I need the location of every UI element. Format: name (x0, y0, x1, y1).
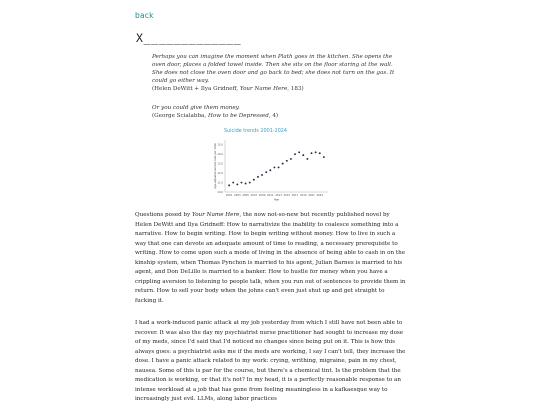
epigraph-quote (152, 54, 397, 94)
data-point (232, 182, 234, 184)
data-point (290, 158, 292, 160)
data-point (261, 174, 263, 176)
data-point (245, 183, 247, 185)
y-tick-label: 14.0 (217, 152, 223, 156)
chart-plot (208, 126, 332, 206)
data-point (311, 152, 313, 154)
citation-page: , 183) (287, 85, 304, 92)
data-point (302, 154, 304, 156)
y-tick-label: 10.0 (217, 190, 223, 194)
data-point (265, 171, 267, 173)
citation-page: , 4) (268, 112, 279, 119)
novel-title: Your Name Here (192, 212, 240, 218)
x-tick-label: 2021 (308, 194, 315, 197)
y-tick-label: 15.0 (217, 143, 223, 147)
citation-book-title: How to be Depressed (207, 112, 269, 119)
quote-citation (152, 113, 397, 121)
x-tick-label: 2019 (299, 194, 307, 197)
x-tick-label: 2011 (267, 194, 274, 197)
suicide-trends-chart (208, 126, 332, 206)
x-tick-label: 2009 (258, 194, 266, 197)
back-link[interactable]: back (135, 11, 154, 20)
x-tick-label: 2023 (316, 194, 324, 197)
y-axis-label: Age-adjusted suicide rate per 100k (214, 143, 217, 189)
epigraph-quote (152, 105, 397, 121)
data-point (282, 163, 284, 165)
data-point (257, 176, 259, 178)
x-tick-label: 2015 (283, 194, 291, 197)
body-paragraph (135, 211, 407, 306)
y-tick-label: 13.0 (217, 162, 223, 166)
x-tick-label: 2005 (242, 194, 249, 197)
citation-author: (Helen DeWitt + Ilya Gridneff, (152, 85, 240, 92)
chart-title: Suicide trends 2001-2024 (223, 128, 288, 134)
citation-author: (George Scialabba, (152, 112, 208, 119)
x-tick-label: 2001 (225, 194, 233, 197)
data-point (319, 152, 321, 154)
data-point (273, 166, 275, 168)
data-point (306, 158, 308, 160)
x-tick-label: 2017 (291, 194, 299, 197)
data-point (249, 182, 251, 184)
data-point (236, 183, 238, 185)
quote-text: Or you could give them money. (152, 105, 240, 111)
x-tick-label: 2007 (250, 194, 258, 197)
x-axis-label: Year (273, 198, 280, 202)
x-tick-label: 2003 (234, 194, 241, 197)
data-point (228, 184, 230, 186)
data-point (278, 166, 280, 168)
data-point (315, 151, 317, 153)
paragraph-text: , the now not-so-new but recently published novel by Helen DeWitt and Ilya Gridneff: How to narrativize the inability to coalesce something into a narrative. How to begin writing. How to begin writing without money. How to live in such a way that one can devote an adequate amount of time to reading, a necessary prerequisite to writing. How to come upon such a mode of living in the absence of being able to cash in on the kinship system, when Thomas Pynchon is married to his agent, Julian Barnes is married to his agent, and Don DeLillo is married to a banker. How to hustle for money when you have a crippling aversion to listening to people talk, when you run out of sentences to provide them in return. How to sell your body when the johns can't even just shut up and get straight to fucking it. (135, 212, 406, 304)
quote-citation (152, 86, 397, 94)
paragraph-text: Questions posed by (135, 212, 193, 218)
y-tick-label: 11.0 (217, 181, 223, 185)
data-point (286, 160, 288, 162)
data-point (269, 169, 271, 171)
quote-text: Perhaps you can imagine the moment when Plath goes in the kitchen. She opens the oven door, places a folded towel inside. Then she sits on the floor staring at the wall. She does not close the oven door and go back to bed; she does not turn on the gas. It could go either way. (152, 54, 395, 84)
data-point (294, 153, 296, 155)
y-tick-label: 12.0 (217, 171, 223, 175)
data-point (241, 182, 243, 184)
x-tick-label: 2013 (275, 194, 282, 197)
data-point (323, 156, 325, 158)
data-point (253, 179, 255, 181)
data-point (298, 151, 300, 153)
post-title: X_____________ (136, 31, 242, 45)
citation-book-title: Your Name Here (239, 85, 288, 92)
body-paragraph: I had a work-induced panic attack at my job yesterday from which I still have not been able to recover. It was also the day my psychiatrist nurse practitioner had sought to increase my dose of my meds, since I'd said that I'd noticed no changes since being put on it. This is how this always goes: a psychiatrist asks me if the meds are working, I say I can't tell, they increase the dose. I have a panic attack related to my work: crying, writhing, migraine, pain in my chest, nausea. Some of this is par for the course, but there's a chemical tint. Is the problem that the medication is working, or that it's not? In my head, it is a perfectly reasonable response to an intense workload at a job that has gone from feeling meaningless in a kafkaesque way to increasingly just evil. LLMs, along labor practices (135, 320, 406, 403)
